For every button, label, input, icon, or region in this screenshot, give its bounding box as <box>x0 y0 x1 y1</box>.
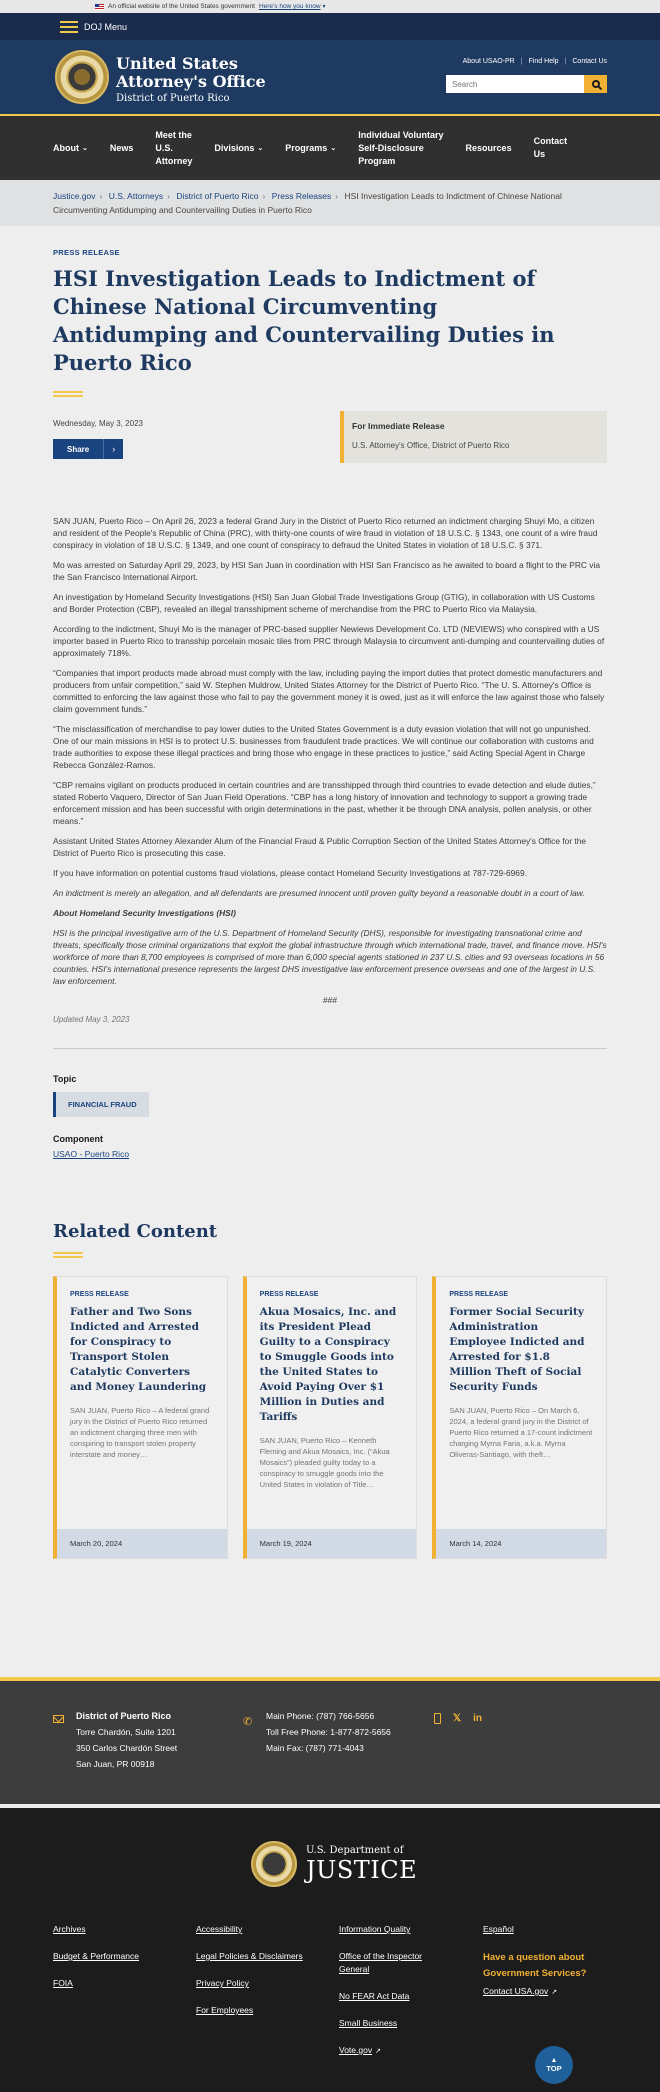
brand-subtitle: District of Puerto Rico <box>116 93 230 104</box>
share-button[interactable] <box>53 439 123 459</box>
nav-item-divisions[interactable] <box>214 142 263 155</box>
nav-item-label: News <box>109 142 134 153</box>
breadcrumb-separator: › <box>99 191 103 201</box>
article-paragraph: Assistant United States Attorney Alexander Alum of the Financial Fraud & Public Corruption Section of the United States Attorney's Office for the District of Puerto Rico is prosecuting this case. <box>53 836 587 858</box>
chevron-down-icon: ⌄ <box>330 144 337 152</box>
nav-item-programs[interactable] <box>285 142 336 155</box>
component-heading: Component <box>53 1134 103 1144</box>
phone-line[interactable]: Toll Free Phone: 1-877-872-5656 <box>266 1727 391 1737</box>
doj-menu-bar <box>0 13 660 40</box>
how-you-know-link[interactable]: Here's how you know <box>258 3 321 10</box>
related-content-heading: Related Content <box>53 1221 218 1242</box>
contact-footer <box>0 1677 660 1804</box>
top-label: TOP <box>546 2064 562 2073</box>
arrow-up-icon: ▲ <box>550 2057 558 2064</box>
chevron-down-icon: ▾ <box>322 4 326 10</box>
release-office: U.S. Attorney's Office, District of Puerto Rico <box>352 441 510 450</box>
util-separator: | <box>520 58 523 65</box>
related-cards <box>53 1276 607 1559</box>
article-paragraph: Mo was arrested on Saturday April 29, 2023, by HSI San Juan in coordination with HSI San Francisco as he awaited to board a flight to the PRC via the San Francisco International Airport. <box>53 560 600 582</box>
card-excerpt: SAN JUAN, Puerto Rico – Kenneth Fleming and Akua Mosaics, Inc. (“Akua Mosaics”) pleaded guilty today to a conspiracy to smuggle goods into the United States in violation of Title… <box>259 1436 390 1489</box>
article-paragraph: According to the indictment, Shuyi Mo is the manager of PRC-based supplier Newiews Development Co. LTD (NEVIEWS) who conspired with a US importer based in Puerto Rico to transship porcelain mosaic tiles from PRC through Malaysia to circumvent anti-dumping and countervailing duties of approximately 718%. <box>53 624 605 658</box>
article-paragraph: “Companies that import products made abroad must comply with the law, including paying the import duties that protect domestic manufacturers and producers from unfair competition,” said W. Stephen Muldrow, United States Attorney for the District of Puerto Rico. “The U. S. Attorney's Office is committed to enforcing the law against those who fail to pay the government money it is owed, just as it will enforce the law against those who falsely claim government funds.” <box>53 668 605 714</box>
footer-link-privacy[interactable]: Privacy Policy <box>196 1978 249 1988</box>
nav-item-label: Meet the <box>155 129 192 140</box>
article-paragraph: An investigation by Homeland Security Investigations (HSI) San Juan Global Trade Investigations Group (GTIG), in collaboration with US Customs and Border Protection (CBP), revealed an illegal transshipment scheme of merchandise from the PRC to Puerto Rico via Malaysia. <box>53 592 595 614</box>
doj-dept-line: U.S. Department of <box>306 1845 404 1856</box>
social-links <box>434 1713 482 1724</box>
footer-link-employees[interactable]: For Employees <box>196 2005 254 2015</box>
nav-item-contact-us[interactable] <box>534 135 568 161</box>
footer-link-accessibility[interactable]: Accessibility <box>196 1924 243 1934</box>
back-to-top-button[interactable] <box>535 2046 573 2084</box>
footer-link-archives[interactable]: Archives <box>53 1924 86 1934</box>
card-title[interactable]: Former Social Security Administration Employee Indicted and Arrested for $1.8 Million Theft of Social Security Funds <box>449 1306 585 1393</box>
doj-justice-wordmark: JUSTICE <box>306 1856 418 1884</box>
nav-item-label: Us <box>533 149 546 159</box>
card-title[interactable]: Akua Mosaics, Inc. and its President Plead Guilty to a Conspiracy to Smuggle Goods into the United States to Avoid Paying Over $1 Million in Duties and Tariffs <box>259 1306 397 1423</box>
nav-item-label: Individual Voluntary <box>358 129 444 140</box>
footer-link-budget[interactable]: Budget & Performance <box>53 1951 139 1961</box>
nav-item-resources[interactable] <box>466 142 512 155</box>
nav-item-label: Program <box>358 155 396 166</box>
related-card[interactable] <box>432 1276 607 1559</box>
card-date: March 20, 2024 <box>57 1529 227 1558</box>
footer-link-oig[interactable]: Office of the Inspector General <box>339 1951 422 1974</box>
office-name: District of Puerto Rico <box>76 1711 172 1721</box>
article-body <box>53 515 607 1005</box>
article-paragraph: SAN JUAN, Puerto Rico – On April 26, 2023 a federal Grand Jury in the District of Puerto Rico returned an indictment charging Shuyi Mo, a citizen and resident of the People's Republic of China (PRC), with thirty-one counts of wire fraud in violation of 18 U.S.C. § 1343, one count of a wire fraud conspiracy in violation of 18 U.S.C. § 1349, and one count of conspiracy to defraud the United States in violation of 18 U.S.C. § 371. <box>53 516 598 550</box>
nav-item-ivsdp[interactable] <box>358 129 443 168</box>
address-line: San Juan, PR 00918 <box>76 1759 155 1769</box>
mobile-icon[interactable] <box>434 1713 441 1724</box>
brand-line-2: Attorney's Office <box>116 72 266 91</box>
phone-line[interactable]: Main Phone: (787) 766-5656 <box>266 1711 375 1721</box>
footer-link-info-quality[interactable]: Information Quality <box>339 1924 411 1934</box>
footer-link-espanol[interactable]: Español <box>483 1924 514 1934</box>
question-heading: Have a question about Government Services? <box>483 1952 587 1979</box>
topic-tag-financial-fraud[interactable]: FINANCIAL FRAUD <box>53 1092 149 1117</box>
footer-col-2 <box>196 1923 303 2031</box>
nav-item-label: Contact <box>533 136 568 146</box>
nav-item-about[interactable] <box>53 142 88 155</box>
card-excerpt: SAN JUAN, Puerto Rico – A federal grand jury in the District of Puerto Rico returned an indictment charging three men with conspiring to transport stolen property interstate and money… <box>70 1406 210 1459</box>
article-meta <box>53 415 607 515</box>
breadcrumb-link-justice[interactable]: Justice.gov <box>53 191 96 201</box>
hamburger-menu-icon[interactable] <box>60 21 78 33</box>
external-link-icon: ↗ <box>551 1988 558 1996</box>
footer-col-1 <box>53 1923 139 2004</box>
article-paragraph: If you have information on potential customs fraud violations, please contact Homeland Security Investigations at 787-729-6969. <box>53 868 527 878</box>
nav-item-label: U.S. <box>155 142 173 153</box>
search-input[interactable]: Search <box>446 75 584 93</box>
article-paragraph: “The misclassification of merchandise to pay lower duties to the United States Government is a duty evasion violation that will not go unpunished. One of our main missions in HSI is to protect U.S. businesses from fraudulent trade practices. We will continue our collaboration with customs and trade authorities to expose these illegal practices and bring those who engage in these practices to justice,” said Acting Special Agent in Charge Rebecca González-Ramos. <box>53 724 594 770</box>
util-separator: | <box>564 58 567 65</box>
breadcrumb-separator: › <box>335 191 339 201</box>
main-nav <box>0 114 660 180</box>
nav-item-meet-the-us-attorney[interactable] <box>155 129 192 168</box>
related-divider <box>53 1252 83 1258</box>
usao-seal-logo[interactable] <box>55 50 109 104</box>
search-icon <box>592 80 600 88</box>
chevron-down-icon: ⌄ <box>257 144 264 152</box>
footer-link-foia[interactable]: FOIA <box>53 1978 73 1988</box>
card-excerpt: SAN JUAN, Puerto Rico – On March 6, 2024, a federal grand jury in the District of Puerto Rico returned a 17-count indictment charging Myrna Faria, a.k.a. Myrna Oliveras-Santiago, with theft… <box>449 1406 593 1459</box>
footer-col-4 <box>483 1923 613 1998</box>
nav-item-label: Self-Disclosure <box>358 142 424 153</box>
footer-link-contact-usagov[interactable]: Contact USA.gov <box>483 1986 549 1996</box>
doj-menu-button[interactable]: DOJ Menu <box>84 21 128 32</box>
address-line: Torre Chardón, Suite 1201 <box>76 1727 176 1737</box>
nav-item-label: Programs <box>285 142 328 153</box>
breadcrumb <box>0 180 660 226</box>
breadcrumb-link-us-attorneys[interactable]: U.S. Attorneys <box>108 191 164 201</box>
search-button[interactable] <box>584 75 607 93</box>
release-heading: For Immediate Release <box>352 421 445 431</box>
gov-banner-text: An official website of the United States government <box>108 3 255 10</box>
about-hsi-text: HSI is the principal investigative arm of the U.S. Department of Homeland Security (DHS), responsible for investigating transnational crime and threats, specifically those criminal organizations that exploit the global infrastructure through which international trade, travel, and finance move. HSI's workforce of more than 8,700 employees is comprised of more than 6,000 special agents stationed in 237 U.S. cities and 93 overseas locations in 56 countries. HSI's international presence represents the largest DHS investigative law enforcement presence overseas and one of the largest in U.S. law enforcement. <box>53 928 607 986</box>
chevron-right-icon: › <box>103 439 123 459</box>
utility-links <box>463 58 607 65</box>
phone-line: Main Fax: (787) 771-4043 <box>266 1743 364 1753</box>
nav-item-label: Divisions <box>214 142 255 153</box>
phone-icon: ✆ <box>243 1716 253 1728</box>
breadcrumb-current: HSI Investigation Leads to Indictment of Chinese National Circumventing Antidumping and Countervailing Duties in Puerto Rico <box>53 191 562 215</box>
util-link-find-help[interactable]: Find Help <box>528 58 559 65</box>
footer-link-small-business[interactable]: Small Business <box>339 2018 398 2028</box>
x-twitter-icon[interactable]: 𝕏 <box>453 1713 462 1724</box>
card-eyebrow: PRESS RELEASE <box>449 1291 509 1298</box>
article-eyebrow: PRESS RELEASE <box>53 248 120 257</box>
external-link-icon: ↗ <box>375 2047 381 2055</box>
component-link[interactable]: USAO - Puerto Rico <box>53 1149 130 1159</box>
release-info-box <box>340 411 607 463</box>
divider <box>53 1048 607 1049</box>
card-eyebrow: PRESS RELEASE <box>70 1291 129 1298</box>
brand-line-1: United States <box>116 54 238 73</box>
util-link-about[interactable]: About USAO-PR <box>462 58 515 65</box>
site-header <box>0 40 660 114</box>
gov-banner <box>0 0 660 13</box>
address-line: 350 Carlos Chardón Street <box>76 1743 178 1753</box>
related-card[interactable] <box>53 1276 228 1559</box>
doj-footer <box>0 1808 660 2092</box>
doj-seal-logo[interactable] <box>251 1841 297 1887</box>
nav-item-news[interactable] <box>110 142 134 155</box>
breadcrumb-separator: › <box>167 191 170 201</box>
nav-item-label: Resources <box>465 142 512 153</box>
nav-item-label: Attorney <box>155 155 193 166</box>
about-hsi-heading: About Homeland Security Investigations (HSI) <box>53 908 236 918</box>
util-link-contact[interactable]: Contact Us <box>572 58 607 65</box>
card-date: March 14, 2024 <box>436 1529 606 1558</box>
card-title[interactable]: Father and Two Sons Indicted and Arrested for Conspiracy to Transport Stolen Catalytic Converters and Money Laundering <box>70 1306 207 1393</box>
related-card[interactable] <box>243 1276 418 1559</box>
footer-link-no-fear[interactable]: No FEAR Act Data <box>339 1991 410 2001</box>
card-date: March 19, 2024 <box>247 1529 417 1558</box>
us-flag-icon <box>95 4 104 10</box>
card-eyebrow: PRESS RELEASE <box>259 1291 319 1298</box>
nav-item-label: About <box>53 142 79 153</box>
publish-date: Wednesday, May 3, 2023 <box>53 419 143 428</box>
office-phones <box>266 1708 391 1756</box>
chevron-down-icon: ⌄ <box>82 144 88 152</box>
updated-date: Updated May 3, 2023 <box>53 1015 130 1024</box>
end-mark: ### <box>323 995 337 1005</box>
mail-icon <box>53 1715 64 1723</box>
main-content <box>0 226 660 1559</box>
disclaimer-text: An indictment is merely an allegation, and all defendants are presumed innocent until proven guilty beyond a reasonable doubt in a court of law. <box>53 888 585 898</box>
footer-link-legal-policies[interactable]: Legal Policies & Disclaimers <box>196 1951 303 1961</box>
site-brand[interactable] <box>116 55 266 91</box>
page-title: HSI Investigation Leads to Indictment of Chinese National Circumventing Antidumping and Countervailing Duties in Puerto Rico <box>53 266 555 375</box>
breadcrumb-link-district[interactable]: District of Puerto Rico <box>176 191 259 201</box>
title-divider <box>53 391 83 397</box>
topic-heading: Topic <box>53 1074 77 1084</box>
share-label: Share <box>53 439 103 459</box>
breadcrumb-separator: › <box>262 191 266 201</box>
footer-col-3 <box>339 1923 454 2057</box>
office-address <box>76 1708 177 1772</box>
article-paragraph: “CBP remains vigilant on products produced in certain countries and are transshipped through third countries to evade detection and elude duties,” stated Roberto Vaquero, Director of San Juan Field Operations. “CBP has a long history of innovation and technology to support a growing trade enforcement mission and has been successful with origin determinations in the past, whether it be through DNA analysis, pollen analysis, or other means.” <box>53 780 596 826</box>
breadcrumb-link-press-releases[interactable]: Press Releases <box>271 191 332 201</box>
footer-link-vote[interactable]: Vote.gov <box>339 2045 373 2055</box>
linkedin-icon[interactable]: in <box>473 1713 482 1724</box>
